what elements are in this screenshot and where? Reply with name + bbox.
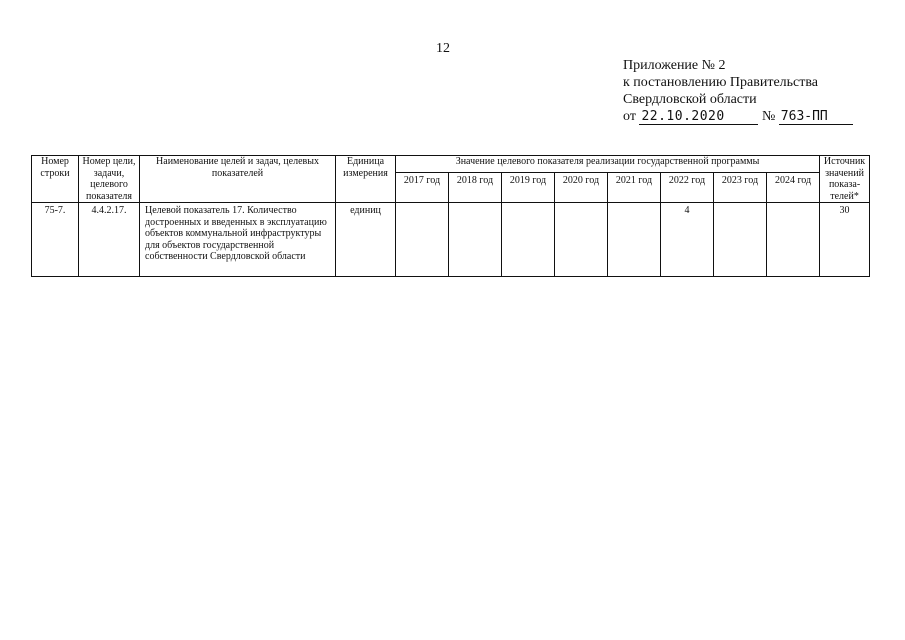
header-year-2020: 2020 год xyxy=(555,173,608,203)
appendix-header xyxy=(623,57,853,125)
appendix-decree-line: к постановлению Правительства xyxy=(623,75,819,90)
header-year-2017: 2017 год xyxy=(396,173,449,203)
cell-value-2022: 4 xyxy=(661,203,714,277)
appendix-date-number-line xyxy=(623,108,853,125)
cell-value-2017 xyxy=(396,203,449,277)
cell-value-2019 xyxy=(502,203,555,277)
cell-value-2020 xyxy=(555,203,608,277)
cell-value-2024 xyxy=(767,203,820,277)
cell-name: Целевой показатель 17. Количество достроенных и введенных в эксплуатацию объектов коммунальной инфраструктуры для объектов государственной собственности Свердловской области xyxy=(140,203,336,277)
header-target-value-group: Значение целевого показателя реализации государственной программы xyxy=(396,156,820,173)
cell-source: 30 xyxy=(820,203,870,277)
cell-goal-number: 4.4.2.17. xyxy=(79,203,140,277)
header-year-2018: 2018 год xyxy=(449,173,502,203)
appendix-title: Приложение № 2 xyxy=(623,58,726,73)
header-year-2024: 2024 год xyxy=(767,173,820,203)
page-number: 12 xyxy=(436,41,450,56)
cell-value-2023 xyxy=(714,203,767,277)
decree-date: 22.10.2020 xyxy=(639,109,758,125)
cell-value-2018 xyxy=(449,203,502,277)
header-name: Наименование целей и задач, целевых показателей xyxy=(140,156,336,203)
cell-row-number: 75-7. xyxy=(32,203,79,277)
table-row xyxy=(32,203,870,277)
header-year-2022: 2022 год xyxy=(661,173,714,203)
header-unit: Единица измерения xyxy=(336,156,396,203)
header-year-2023: 2023 год xyxy=(714,173,767,203)
header-source: Источник значений показа-телей* xyxy=(820,156,870,203)
decree-number: 763-ПП xyxy=(779,109,853,125)
target-indicators-table xyxy=(31,155,870,277)
from-label: от xyxy=(623,109,636,124)
number-label: № xyxy=(761,109,776,124)
cell-unit: единиц xyxy=(336,203,396,277)
appendix-region-line: Свердловской области xyxy=(623,92,757,107)
header-year-2019: 2019 год xyxy=(502,173,555,203)
cell-value-2021 xyxy=(608,203,661,277)
header-goal-number: Номер цели, задачи, целевого показателя xyxy=(79,156,140,203)
header-row-number: Номер строки xyxy=(32,156,79,203)
header-year-2021: 2021 год xyxy=(608,173,661,203)
